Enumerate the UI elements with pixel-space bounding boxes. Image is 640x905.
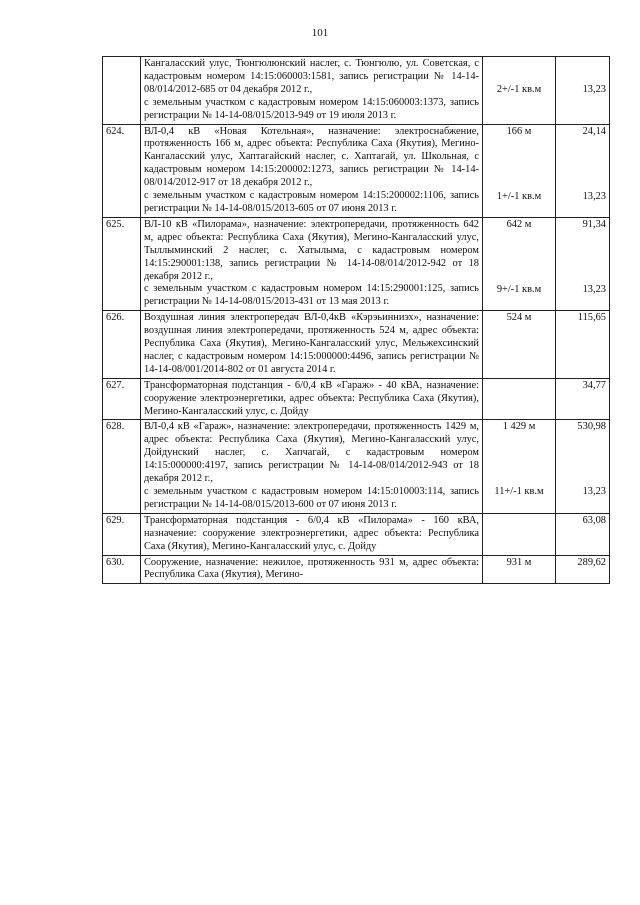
object-description xyxy=(141,555,483,584)
page-number: 101 xyxy=(311,27,329,39)
object-description xyxy=(141,420,483,513)
table-row xyxy=(103,420,610,513)
table-row xyxy=(103,378,610,420)
object-size xyxy=(483,124,556,217)
table-row xyxy=(103,555,610,584)
description-paragraph: Трансформаторная подстанция - 6/0,4 кВ «Гараж» - 40 кВА, назначение: сооружение электроэнергетики, адрес объекта: Республика Саха (Якутия), Мегино-Кангаласский улус, с. Дойду xyxy=(144,379,479,417)
table-row xyxy=(103,124,610,217)
object-value xyxy=(556,513,610,555)
object-size xyxy=(483,57,556,125)
object-description xyxy=(141,217,483,310)
size-entry: 2+/-1 кв.м xyxy=(496,84,542,96)
description-paragraph: с земельным участком с кадастровым номером 14:15:290001:125, запись регистрации № 14-14-08/015/2013-431 от 13 мая 2013 г. xyxy=(144,283,479,308)
object-description xyxy=(141,57,483,125)
description-paragraph: с земельным участком с кадастровым номером 14:15:060003:1373, запись регистрации № 14-14-08/015/2013-949 от 19 июля 2013 г. xyxy=(144,96,479,121)
description-paragraph: с земельным участком с кадастровым номером 14:15:200002:1106, запись регистрации № 14-14-08/015/2013-605 от 07 июня 2013 г. xyxy=(144,190,479,214)
value-entry: 13,23 xyxy=(582,84,606,96)
registry-body xyxy=(103,57,610,584)
size-entry: 524 м xyxy=(506,312,532,324)
size-entry: 931 м xyxy=(506,556,532,568)
size-entry: 1 429 м xyxy=(502,421,536,433)
object-size xyxy=(483,513,556,555)
object-description xyxy=(141,124,483,217)
object-size xyxy=(483,555,556,584)
value-entry: 13,23 xyxy=(582,486,606,498)
row-number: 628. xyxy=(103,420,141,513)
row-number xyxy=(103,57,141,125)
row-number: 626. xyxy=(103,311,141,379)
value-entry: 289,62 xyxy=(577,556,606,568)
size-entry: 1+/-1 кв.м xyxy=(496,190,542,202)
row-number: 625. xyxy=(103,217,141,310)
value-entry: 24,14 xyxy=(582,125,606,137)
object-size xyxy=(483,378,556,420)
value-entry: 91,34 xyxy=(582,218,606,230)
object-value xyxy=(556,217,610,310)
value-entry: 115,65 xyxy=(577,312,606,324)
value-entry: 13,23 xyxy=(582,283,606,295)
table-row xyxy=(103,217,610,310)
object-description xyxy=(141,513,483,555)
row-number: 624. xyxy=(103,124,141,217)
row-number: 629. xyxy=(103,513,141,555)
description-paragraph: ВЛ-0,4 кВ «Новая Котельная», назначение: электроснабжение, протяженность 166 м, адрес объекта: Республика Саха (Якутия), Мегино-Кангаласский улус, Хаптагайский наслег, с. Хаптагай, ул. Школьная, с кадастровым номером 14:15:200002:1273, запись регистрации № 14-14-08/014/2012-917 от 18 декабря 2012 г., xyxy=(144,125,479,189)
value-entry: 63,08 xyxy=(582,514,606,526)
table-row xyxy=(103,311,610,379)
description-paragraph: ВЛ-10 кВ «Пилорама», назначение: электропередачи, протяженность 642 м, адрес объекта: Республика Саха (Якутия), Мегино-Кангаласский улус, Тыллыминский 2 наслег, с. Хатылыма, с кадастровым номером 14:15:290001:138, запись регистрации № 14-14-08/014/2012-942 от 18 декабря 2012 г., xyxy=(144,218,479,282)
object-value xyxy=(556,311,610,379)
object-size xyxy=(483,420,556,513)
description-paragraph: Воздушная линия электропередач ВЛ-0,4кВ «Кэрэьинниэх», назначение: воздушная линия электропередачи, протяженность 524 м, адрес объекта: Республика Саха (Якутия), Мегино-Кангаласский улус, Мельжехсинский наслег, с кадастровым номером 14:15:000000:4496, запись регистрации № 14-14-08/001/2014-802 от 01 августа 2014 г. xyxy=(144,312,479,375)
row-number: 627. xyxy=(103,378,141,420)
object-size xyxy=(483,311,556,379)
description-paragraph: Кангаласский улус, Тюнгюлюнский наслег, с. Тюнгюлю, ул. Советская, с кадастровым номером 14:15:060003:1581, запись регистрации № 14-14-08/014/2012-685 от 04 декабря 2012 г., xyxy=(144,58,479,95)
size-entry: 11+/-1 кв.м xyxy=(494,486,544,498)
object-value xyxy=(556,555,610,584)
value-entry: 13,23 xyxy=(582,190,606,202)
table-row xyxy=(103,57,610,125)
size-entry: 642 м xyxy=(506,218,532,230)
object-description xyxy=(141,311,483,379)
object-description xyxy=(141,378,483,420)
row-number: 630. xyxy=(103,555,141,584)
description-paragraph: Сооружение, назначение: нежилое, протяженность 931 м, адрес объекта: Республика Саха (Якутия), Мегино- xyxy=(144,556,479,581)
object-value xyxy=(556,378,610,420)
value-entry: 34,77 xyxy=(582,379,606,391)
property-registry-table xyxy=(102,56,610,584)
object-value xyxy=(556,420,610,513)
size-entry: 9+/-1 кв.м xyxy=(496,283,542,295)
value-entry: 530,98 xyxy=(577,421,606,433)
table-row xyxy=(103,513,610,555)
description-paragraph: Трансформаторная подстанция - 6/0,4 кВ «Пилорама» - 160 кВА, назначение: сооружение электроэнергетики, адрес объекта: Республика Саха (Якутия), Мегино-Кангаласский улус, с. Дойду xyxy=(144,514,479,552)
object-value xyxy=(556,124,610,217)
description-paragraph: ВЛ-0,4 кВ «Гараж», назначение: электропередачи, протяженность 1429 м, адрес объекта: Республика Саха (Якутия), Мегино-Кангаласский улус, Дойдунский наслег, с. Хапчагай, с кадастровым номером 14:15:000000:4197, запись регистрации № 14-14-08/014/2012-943 от 18 декабря 2012 г., xyxy=(144,421,479,485)
object-size xyxy=(483,217,556,310)
object-value xyxy=(556,57,610,125)
description-paragraph: с земельным участком с кадастровым номером 14:15:010003:114, запись регистрации № 14-14-08/015/2013-600 от 07 июня 2013 г. xyxy=(144,486,479,510)
size-entry: 166 м xyxy=(506,125,532,137)
